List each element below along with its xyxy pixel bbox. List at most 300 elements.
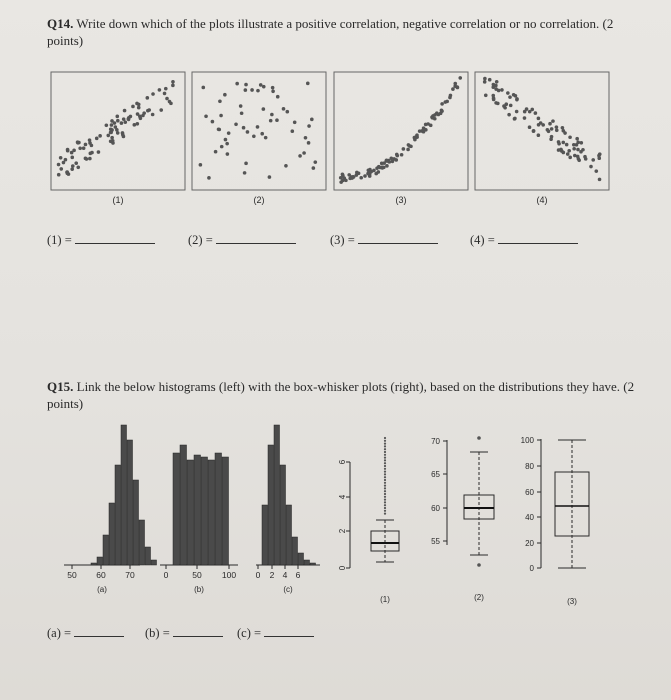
data-point [275, 118, 279, 122]
answer-blank[interactable] [74, 625, 124, 637]
data-point [252, 134, 256, 138]
data-point [105, 123, 109, 127]
data-point [115, 115, 119, 119]
data-point [306, 82, 310, 86]
histogram-bar [127, 440, 133, 565]
answer-blank[interactable] [173, 625, 223, 637]
data-point [568, 135, 572, 139]
data-point [199, 163, 203, 167]
tick-label: 0 [163, 570, 169, 580]
data-point [123, 109, 127, 113]
data-point [269, 119, 273, 123]
data-point [568, 156, 572, 160]
data-point [137, 106, 141, 110]
data-point [376, 170, 380, 174]
data-point [369, 170, 373, 174]
data-point [262, 85, 266, 89]
data-point [256, 125, 260, 129]
data-point [341, 172, 345, 176]
outlier-point [384, 468, 386, 470]
data-point [120, 121, 124, 125]
data-point [110, 123, 114, 127]
outlier-point [384, 445, 386, 447]
histogram-c [256, 425, 320, 594]
boxplot-label: (2) [474, 593, 484, 602]
data-point [59, 156, 63, 160]
data-point [243, 171, 247, 175]
tick-label: 60 [525, 488, 534, 497]
data-point [250, 88, 254, 92]
data-point [458, 76, 462, 80]
data-point [591, 158, 595, 162]
data-point [139, 116, 143, 120]
data-point [495, 80, 499, 84]
data-point [561, 126, 565, 130]
q14-answer-3: (3) = [330, 232, 438, 248]
tick-label: 50 [67, 570, 77, 580]
data-point [380, 162, 384, 166]
data-point [532, 129, 536, 133]
data-point [165, 97, 169, 101]
data-point [550, 127, 554, 131]
data-point [268, 175, 272, 179]
data-point [298, 154, 302, 158]
data-point [440, 102, 444, 106]
histogram-bar [304, 560, 310, 565]
histogram-bar [298, 553, 304, 565]
tick-label: 20 [525, 539, 534, 548]
data-point [234, 123, 238, 127]
answer-blank[interactable] [216, 232, 296, 244]
data-point [106, 134, 110, 138]
outlier-point [384, 482, 386, 484]
data-point [76, 165, 80, 169]
q15-answer-a: (a) = [47, 625, 124, 641]
data-point [146, 96, 150, 100]
scatter-plot-3 [334, 72, 468, 205]
data-point [218, 99, 222, 103]
data-point [264, 136, 268, 140]
outlier-point [384, 504, 386, 506]
outlier-point [384, 454, 386, 456]
data-point [456, 86, 460, 90]
data-point [282, 107, 286, 111]
data-point [307, 141, 311, 145]
data-point [122, 117, 126, 121]
data-point [116, 131, 120, 135]
data-point [111, 141, 115, 145]
data-point [227, 131, 231, 135]
outlier-point [384, 490, 386, 492]
histogram-bar [103, 535, 109, 565]
tick-label: 40 [525, 513, 534, 522]
q15-question [47, 378, 637, 412]
data-point [562, 151, 566, 155]
tick-label: 100 [221, 570, 237, 580]
data-point [561, 141, 565, 145]
data-point [76, 140, 80, 144]
boxplot-label: (1) [380, 595, 390, 604]
data-point [440, 109, 444, 113]
data-point [372, 169, 376, 173]
data-point [407, 143, 411, 147]
data-point [357, 171, 361, 175]
answer-blank[interactable] [358, 232, 438, 244]
data-point [483, 80, 487, 84]
tick-label: 4 [338, 494, 347, 500]
histogram-bar [180, 445, 187, 565]
q15-answer-b: (b) = [145, 625, 223, 641]
data-point [567, 149, 571, 153]
data-point [424, 123, 428, 127]
q15-figure [0, 420, 671, 620]
data-point [484, 94, 488, 98]
data-point [575, 137, 579, 141]
data-point [244, 83, 248, 87]
data-point [70, 167, 74, 171]
data-point [400, 153, 404, 157]
outlier-point [384, 476, 386, 478]
data-point [211, 120, 215, 124]
histogram-bar [268, 445, 274, 565]
data-point [508, 95, 512, 99]
data-point [313, 160, 317, 164]
histogram-bar [187, 460, 194, 565]
data-point [262, 107, 266, 111]
outlier-point [477, 563, 481, 567]
histogram-bar [91, 563, 97, 565]
boxplot-3 [521, 436, 589, 606]
data-point [563, 131, 567, 135]
data-point [109, 127, 113, 131]
data-point [551, 119, 555, 123]
data-point [497, 89, 501, 93]
data-point [284, 164, 288, 168]
data-point [88, 141, 92, 145]
data-point [168, 100, 172, 104]
data-point [395, 154, 399, 158]
data-point [580, 141, 584, 145]
data-point [201, 86, 205, 90]
data-point [57, 163, 61, 167]
histogram-bar [274, 425, 280, 565]
histogram-bar [222, 457, 229, 565]
data-point [171, 84, 175, 88]
data-point [88, 157, 92, 161]
data-point [539, 121, 543, 125]
histogram-label: (a) [97, 585, 107, 594]
data-point [151, 92, 155, 96]
tick-label: 50 [192, 570, 202, 580]
outlier-point [384, 462, 386, 464]
tick-label: 55 [431, 537, 440, 546]
data-point [214, 150, 218, 154]
data-point [534, 111, 538, 115]
q14-question [47, 15, 627, 49]
data-point [293, 120, 297, 124]
data-point [136, 112, 140, 116]
data-point [422, 126, 426, 130]
data-point [565, 143, 569, 147]
histogram-label: (b) [194, 585, 204, 594]
outlier-point [384, 513, 386, 515]
data-point [244, 88, 248, 92]
data-point [488, 78, 492, 82]
histogram-bar [310, 563, 316, 565]
data-point [65, 170, 69, 174]
tick-label: 6 [338, 459, 347, 465]
histogram-a [64, 425, 157, 594]
histogram-bar [115, 465, 121, 565]
data-point [146, 109, 150, 113]
data-point [557, 148, 561, 152]
data-point [84, 143, 88, 147]
outlier-point [384, 471, 386, 473]
data-point [64, 158, 68, 162]
data-point [363, 174, 367, 178]
histogram-bar [262, 505, 268, 565]
data-point [66, 149, 70, 153]
outlier-point [384, 457, 386, 459]
tick-label: 65 [431, 470, 440, 479]
tick-label: 0 [529, 564, 534, 573]
data-point [391, 160, 395, 164]
q15-answer-c: (c) = [237, 625, 314, 641]
tick-label: 4 [282, 570, 288, 580]
data-point [598, 178, 602, 182]
data-point [583, 155, 587, 159]
histogram-bar [286, 505, 292, 565]
outlier-point [384, 465, 386, 467]
data-point [415, 133, 419, 137]
histogram-bar [145, 547, 151, 565]
data-point [537, 117, 541, 121]
data-point [285, 110, 289, 114]
data-point [242, 126, 246, 130]
data-point [291, 129, 295, 133]
data-point [78, 146, 82, 150]
histogram-label: (c) [283, 585, 293, 594]
answer-blank[interactable] [75, 232, 155, 244]
data-point [528, 125, 532, 129]
data-point [246, 130, 250, 134]
data-point [339, 180, 343, 184]
answer-blank[interactable] [498, 232, 578, 244]
data-point [217, 128, 221, 132]
data-point [573, 154, 577, 158]
data-point [59, 167, 63, 171]
plot-label: (1) [112, 195, 124, 205]
data-point [502, 104, 506, 108]
data-point [388, 160, 392, 164]
histogram-bar [173, 453, 180, 565]
data-point [437, 113, 441, 117]
histogram-bar [280, 465, 286, 565]
plot-label: (2) [253, 195, 265, 205]
data-point [523, 116, 527, 120]
tick-label: 60 [96, 570, 106, 580]
histogram-bar [97, 557, 103, 565]
data-point [344, 179, 348, 183]
outlier-point [384, 451, 386, 453]
data-point [514, 94, 518, 98]
boxplot-label: (3) [567, 597, 577, 606]
data-point [572, 147, 576, 151]
histogram-bar [139, 520, 145, 565]
data-point [557, 142, 561, 146]
data-point [576, 148, 580, 152]
q15-number: Q15. [47, 379, 74, 394]
tick-label: 70 [431, 437, 440, 446]
data-point [207, 176, 211, 180]
data-point [276, 95, 280, 99]
data-point [431, 116, 435, 120]
outlier-point [384, 507, 386, 509]
data-point [507, 113, 511, 117]
data-point [537, 133, 541, 137]
histogram-bar [151, 560, 157, 565]
data-point [347, 173, 351, 177]
data-point [449, 94, 453, 98]
data-point [422, 130, 426, 134]
q14-answer-2: (2) = [188, 232, 296, 248]
data-point [496, 102, 500, 106]
outlier-point [384, 440, 386, 442]
data-point [515, 98, 519, 102]
data-point [72, 149, 76, 153]
outlier-point [384, 448, 386, 450]
data-point [576, 140, 580, 144]
data-point [271, 89, 275, 93]
answer-blank[interactable] [264, 625, 314, 637]
data-point [572, 143, 576, 147]
plot-frame [334, 72, 468, 190]
histogram-bar [208, 460, 215, 565]
data-point [307, 124, 311, 128]
data-point [492, 98, 496, 102]
data-point [589, 165, 593, 169]
histogram-bar [133, 480, 139, 565]
outlier-point [384, 459, 386, 461]
data-point [127, 118, 131, 122]
data-point [594, 169, 598, 173]
histogram-bar [292, 537, 298, 565]
scatter-plot-1 [51, 72, 185, 205]
data-point [240, 111, 244, 115]
data-point [348, 177, 352, 181]
data-point [89, 152, 93, 156]
data-point [378, 166, 382, 170]
data-point [116, 119, 120, 123]
data-point [84, 157, 88, 161]
tick-label: 70 [125, 570, 135, 580]
tick-label: 80 [525, 462, 534, 471]
outlier-point [384, 473, 386, 475]
data-point [513, 117, 517, 121]
histogram-bar [215, 453, 222, 565]
data-point [164, 87, 168, 91]
data-point [204, 115, 208, 119]
tick-label: 2 [338, 528, 347, 534]
data-point [98, 134, 102, 138]
data-point [82, 146, 86, 150]
data-point [550, 135, 554, 139]
data-point [220, 145, 224, 149]
data-point [445, 100, 449, 104]
data-point [555, 125, 559, 129]
data-point [302, 151, 306, 155]
histogram-b [160, 445, 238, 594]
tick-label: 60 [431, 504, 440, 513]
outlier-point [384, 487, 386, 489]
data-point [597, 156, 601, 160]
data-point [579, 150, 583, 154]
data-point [270, 113, 274, 117]
data-point [122, 135, 126, 139]
outlier-point [384, 437, 386, 439]
data-point [70, 156, 74, 160]
data-point [406, 148, 410, 152]
histogram-bar [201, 457, 208, 565]
data-point [163, 92, 167, 96]
outlier-point [384, 443, 386, 445]
data-point [483, 77, 487, 81]
data-point [171, 80, 175, 84]
data-point [97, 150, 101, 154]
data-point [530, 108, 534, 112]
data-point [304, 136, 308, 140]
data-point [310, 118, 314, 122]
data-point [260, 132, 264, 136]
data-point [159, 108, 163, 112]
data-point [312, 166, 316, 170]
data-point [133, 123, 137, 127]
q15-text: Link the below histograms (left) with the box-whisker plots (right), based on the distributions they have. (2 points) [47, 379, 635, 411]
data-point [110, 119, 114, 123]
tick-label: 100 [520, 436, 534, 445]
data-point [525, 107, 529, 111]
data-point [74, 161, 78, 165]
scatter-plot-2 [192, 72, 326, 205]
q14-answer-1: (1) = [47, 232, 155, 248]
histogram-bar [109, 503, 115, 565]
data-point [509, 104, 513, 108]
data-point [224, 138, 228, 142]
plot-label: (4) [536, 195, 548, 205]
data-point [500, 88, 504, 92]
data-point [244, 162, 248, 166]
data-point [548, 122, 552, 126]
data-point [225, 142, 229, 146]
tick-label: 2 [269, 570, 275, 580]
data-point [137, 103, 141, 107]
outlier-point [384, 485, 386, 487]
data-point [142, 111, 146, 115]
data-point [515, 110, 519, 114]
data-point [158, 88, 162, 92]
outlier-point [384, 501, 386, 503]
data-point [555, 129, 559, 133]
data-point [151, 113, 155, 117]
data-point [71, 164, 75, 168]
boxplot-1 [338, 437, 399, 604]
data-point [223, 93, 227, 97]
data-point [110, 136, 114, 140]
data-point [413, 136, 417, 140]
data-point [429, 124, 433, 128]
q14-text: Write down which of the plots illustrate a positive correlation, negative correlation or no correlation. (2 points) [47, 16, 614, 48]
tick-label: 0 [338, 565, 347, 571]
